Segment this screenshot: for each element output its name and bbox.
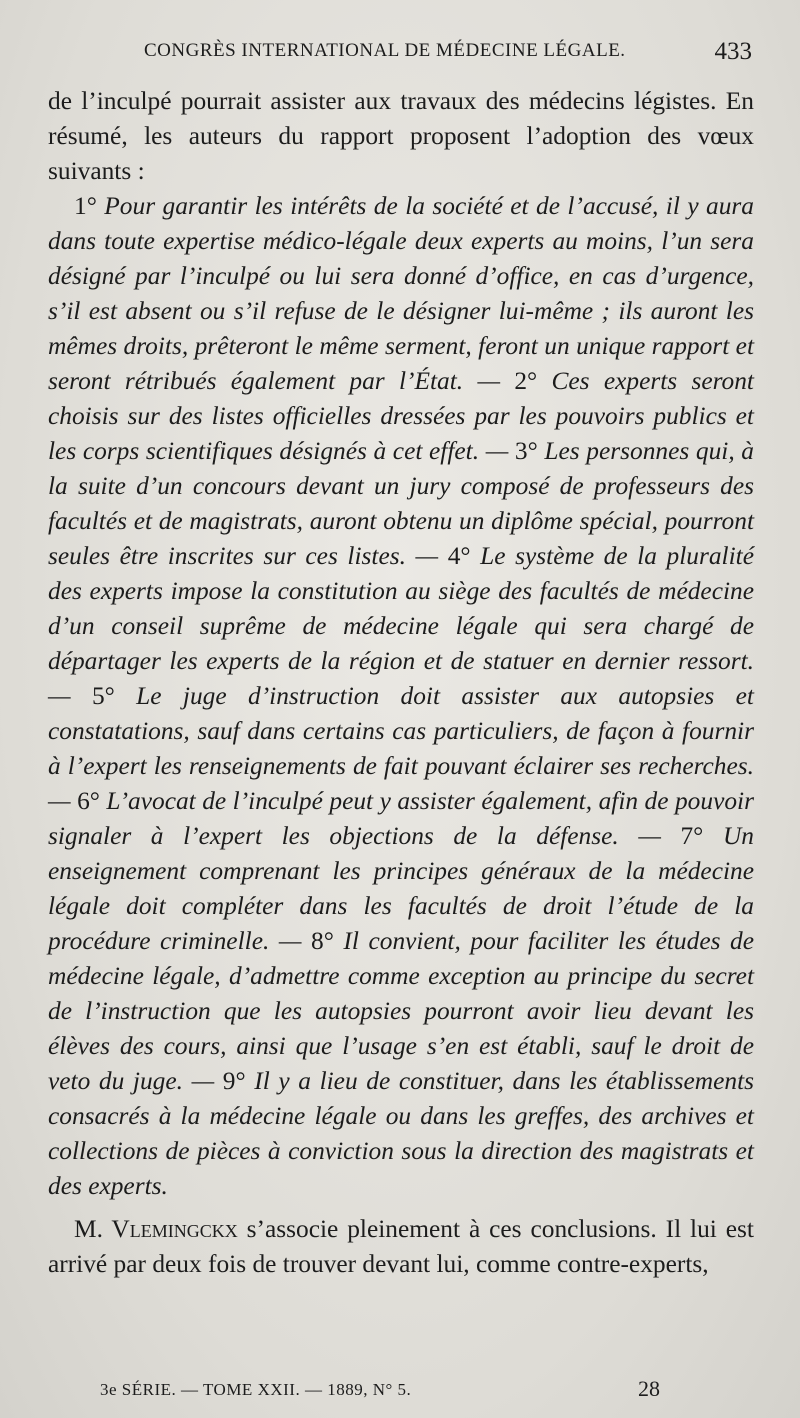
running-head xyxy=(52,38,752,72)
resolution-text: Il convient, pour faciliter les études de médecine légale, d’admettre comme exception au principe du secret de l’instruction que les autopsies pourront avoir lieu devant les élèves des cours, ainsi que l’usage s’en est établi, sauf le droit de veto du juge. xyxy=(48,927,754,1095)
dash-separator: — xyxy=(479,437,515,465)
resolutions-paragraph xyxy=(48,189,754,1204)
resolution-number: 1° xyxy=(74,192,97,220)
closing-text: s’associe pleinement à ces conclusions. Il lui est arrivé par deux fois de trouver devant lui, comme contre-experts, xyxy=(48,1215,754,1278)
intro-paragraph: de l’inculpé pourrait assister aux travaux des médecins légistes. En résumé, les auteurs du rapport proposent l’adoption des vœux suivants : xyxy=(48,87,754,185)
dash-separator: — xyxy=(48,787,78,815)
resolution-number: 4° xyxy=(447,542,471,570)
resolution-text: Pour garantir les intérêts de la société et de l’accusé, il y aura dans toute expertise médico-légale deux experts au moins, l’un sera désigné par l’inculpé ou lui sera donné d’office, en cas d’urgence, s’il est absent ou s’il refuse de le désigner lui-même ; ils auront les mêmes droits, prêteront le même serment, feront un unique rapport et seront rétribués également par l’État. xyxy=(48,192,754,395)
resolution-5 xyxy=(48,682,754,780)
dash-separator: — xyxy=(463,367,515,395)
speaker-name: M. Vlemingckx xyxy=(74,1215,238,1243)
resolution-text: Les personnes qui, à la suite d’un concours devant un jury composé de professeurs des facultés et de magistrats, auront obtenu un diplôme spécial, pourront seules être inscrites sur ces listes. xyxy=(48,437,754,570)
page-number: 433 xyxy=(714,38,752,65)
closing-paragraph xyxy=(48,1212,754,1282)
resolution-text: L’avocat de l’inculpé peut y assister également, afin de pouvoir signaler à l’expert les objections de la défense. xyxy=(48,787,754,850)
resolution-number: 2° xyxy=(514,367,538,395)
resolution-number: 5° xyxy=(91,682,115,710)
dash-separator: — xyxy=(182,1067,223,1095)
dash-separator: — xyxy=(405,542,448,570)
body-text xyxy=(48,84,754,1282)
resolution-text: Un enseignement comprenant les principes généraux de la médecine légale doit compléter dans les facultés de droit l’étude de la procédure criminelle. xyxy=(48,822,754,955)
resolution-number: 7° xyxy=(680,822,704,850)
dash-separator: — xyxy=(48,682,92,710)
resolution-1 xyxy=(48,192,754,395)
resolution-text: Le juge d’instruction doit assister aux autopsies et constatations, sauf dans certains cas particuliers, de façon à fournir à l’expert les renseignements de fait pouvant éclairer ses recherches. xyxy=(48,682,754,780)
resolution-text: Le système de la pluralité des experts impose la constitution au siège des facultés de médecine d’un conseil suprême de médecine légale qui sera chargé de départager les experts de la région et de statuer en dernier ressort. xyxy=(48,542,754,675)
resolution-number: 3° xyxy=(514,437,538,465)
dash-separator: — xyxy=(618,822,681,850)
page-footer xyxy=(100,1376,660,1406)
dash-separator: — xyxy=(269,927,311,955)
series-line: 3e SÉRIE. — TOME XXII. — 1889, N° 5. xyxy=(100,1380,412,1399)
signature-mark: 28 xyxy=(638,1376,660,1401)
resolution-number: 8° xyxy=(311,927,334,955)
resolution-text: Ces experts seront choisis sur des listes officielles dressées par les pouvoirs publics et les corps scientifiques désignés à cet effet. xyxy=(48,367,754,465)
resolution-number: 6° xyxy=(77,787,100,815)
resolution-text: Il y a lieu de constituer, dans les établissements consacrés à la médecine légale ou dans les greffes, des archives et collections de pièces à conviction sous la direction des magistrats et des experts. xyxy=(48,1067,755,1200)
running-title: CONGRÈS INTERNATIONAL DE MÉDECINE LÉGALE. xyxy=(144,40,626,61)
resolution-number: 9° xyxy=(222,1067,246,1095)
